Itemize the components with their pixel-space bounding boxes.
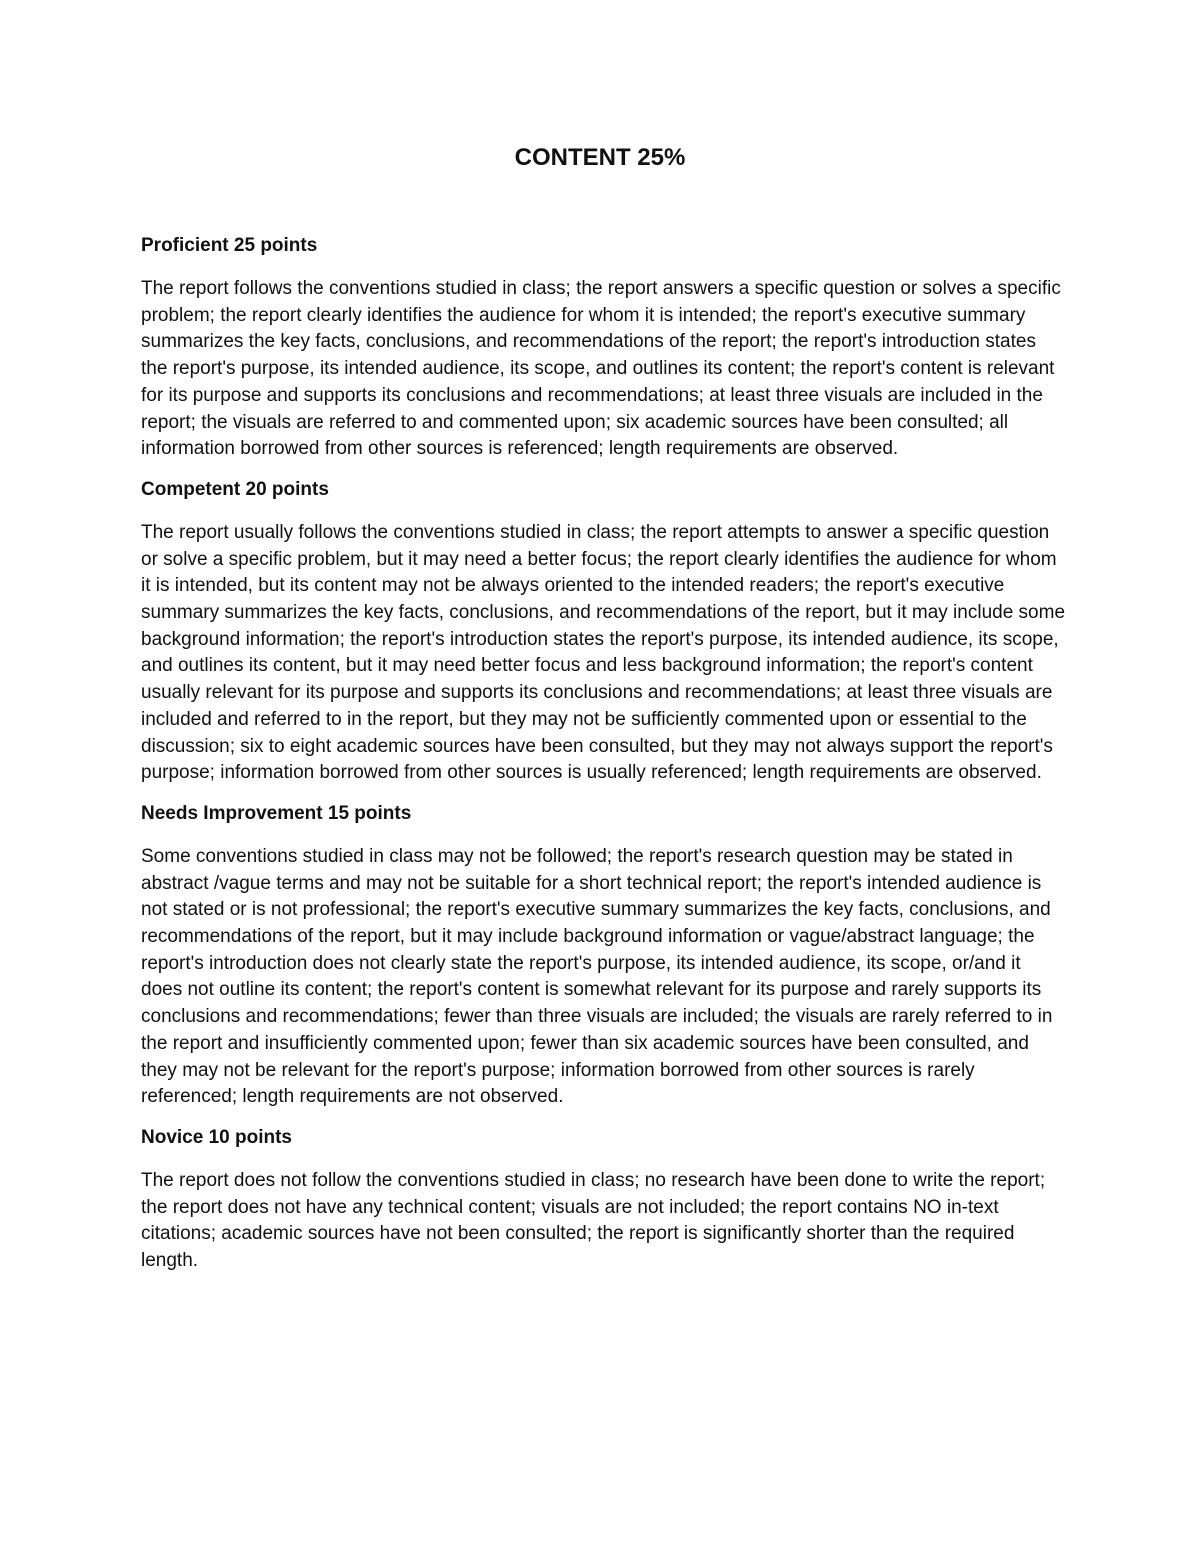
- rubric-level-needs-improvement: [141, 801, 1066, 1111]
- rubric-level-competent: [141, 477, 1066, 787]
- rubric-level-proficient: [141, 233, 1066, 463]
- level-description: The report usually follows the conventions studied in class; the report attempts to answer a specific question or solve a specific problem, but it may need a better focus; the report clearly identifies the audience for whom it is intended, but its content may not be always oriented to the intended readers; the report's executive summary summarizes the key facts, conclusions, and recommendations of the report, but it may include some background information; the report's introduction states the report's purpose, its intended audience, its scope, and outlines its content, but it may need better focus and less background information; the report's content usually relevant for its purpose and supports its conclusions and recommendations; at least three visuals are included and referred to in the report, but they may not be sufficiently commented upon or essential to the discussion; six to eight academic sources have been consulted, but they may not always support the report's purpose; information borrowed from other sources is usually referenced; length requirements are observed.: [141, 521, 1066, 784]
- rubric-level-novice: [141, 1125, 1066, 1275]
- rubric-content: [141, 233, 1066, 1289]
- level-description: The report follows the conventions studied in class; the report answers a specific question or solves a specific problem; the report clearly identifies the audience for whom it is intended; the report's executive summary summarizes the key facts, conclusions, and recommendations of the report; the report's introduction states the report's purpose, its intended audience, its scope, and outlines its content; the report's content is relevant for its purpose and supports its conclusions and recommendations; at least three visuals are included in the report; the visuals are referred to and commented upon; six academic sources have been consulted; all information borrowed from other sources is referenced; length requirements are observed.: [141, 278, 1061, 460]
- level-heading: Needs Improvement 15 points: [141, 802, 412, 824]
- level-description: Some conventions studied in class may not be followed; the report's research question may be stated in abstract /vague terms and may not be suitable for a short technical report; the report's intended audience is not stated or is not professional; the report's executive summary summarizes the key facts, conclusions, and recommendations of the report, but it may include background information or vague/abstract language; the report's introduction does not clearly state the report's purpose, its intended audience, its scope, or/and it does not outline its content; the report's content is somewhat relevant for its purpose and rarely supports its conclusions and recommendations; fewer than three visuals are included; the visuals are rarely referred to in the report and insufficiently commented upon; fewer than six academic sources have been consulted, and they may not be relevant for the report's purpose; information borrowed from other sources is rarely referenced; length requirements are not observed.: [141, 845, 1053, 1108]
- level-heading: Proficient 25 points: [141, 235, 318, 256]
- level-heading: Novice 10 points: [141, 1126, 292, 1148]
- level-heading: Competent 20 points: [141, 478, 329, 500]
- level-description: The report does not follow the conventions studied in class; no research have been done to write the report; the report does not have any technical content; visuals are not included; the report contains NO in-text citations; academic sources have not been consulted; the report is significantly shorter than the required length.: [141, 1169, 1046, 1272]
- page-title: CONTENT 25%: [514, 144, 686, 171]
